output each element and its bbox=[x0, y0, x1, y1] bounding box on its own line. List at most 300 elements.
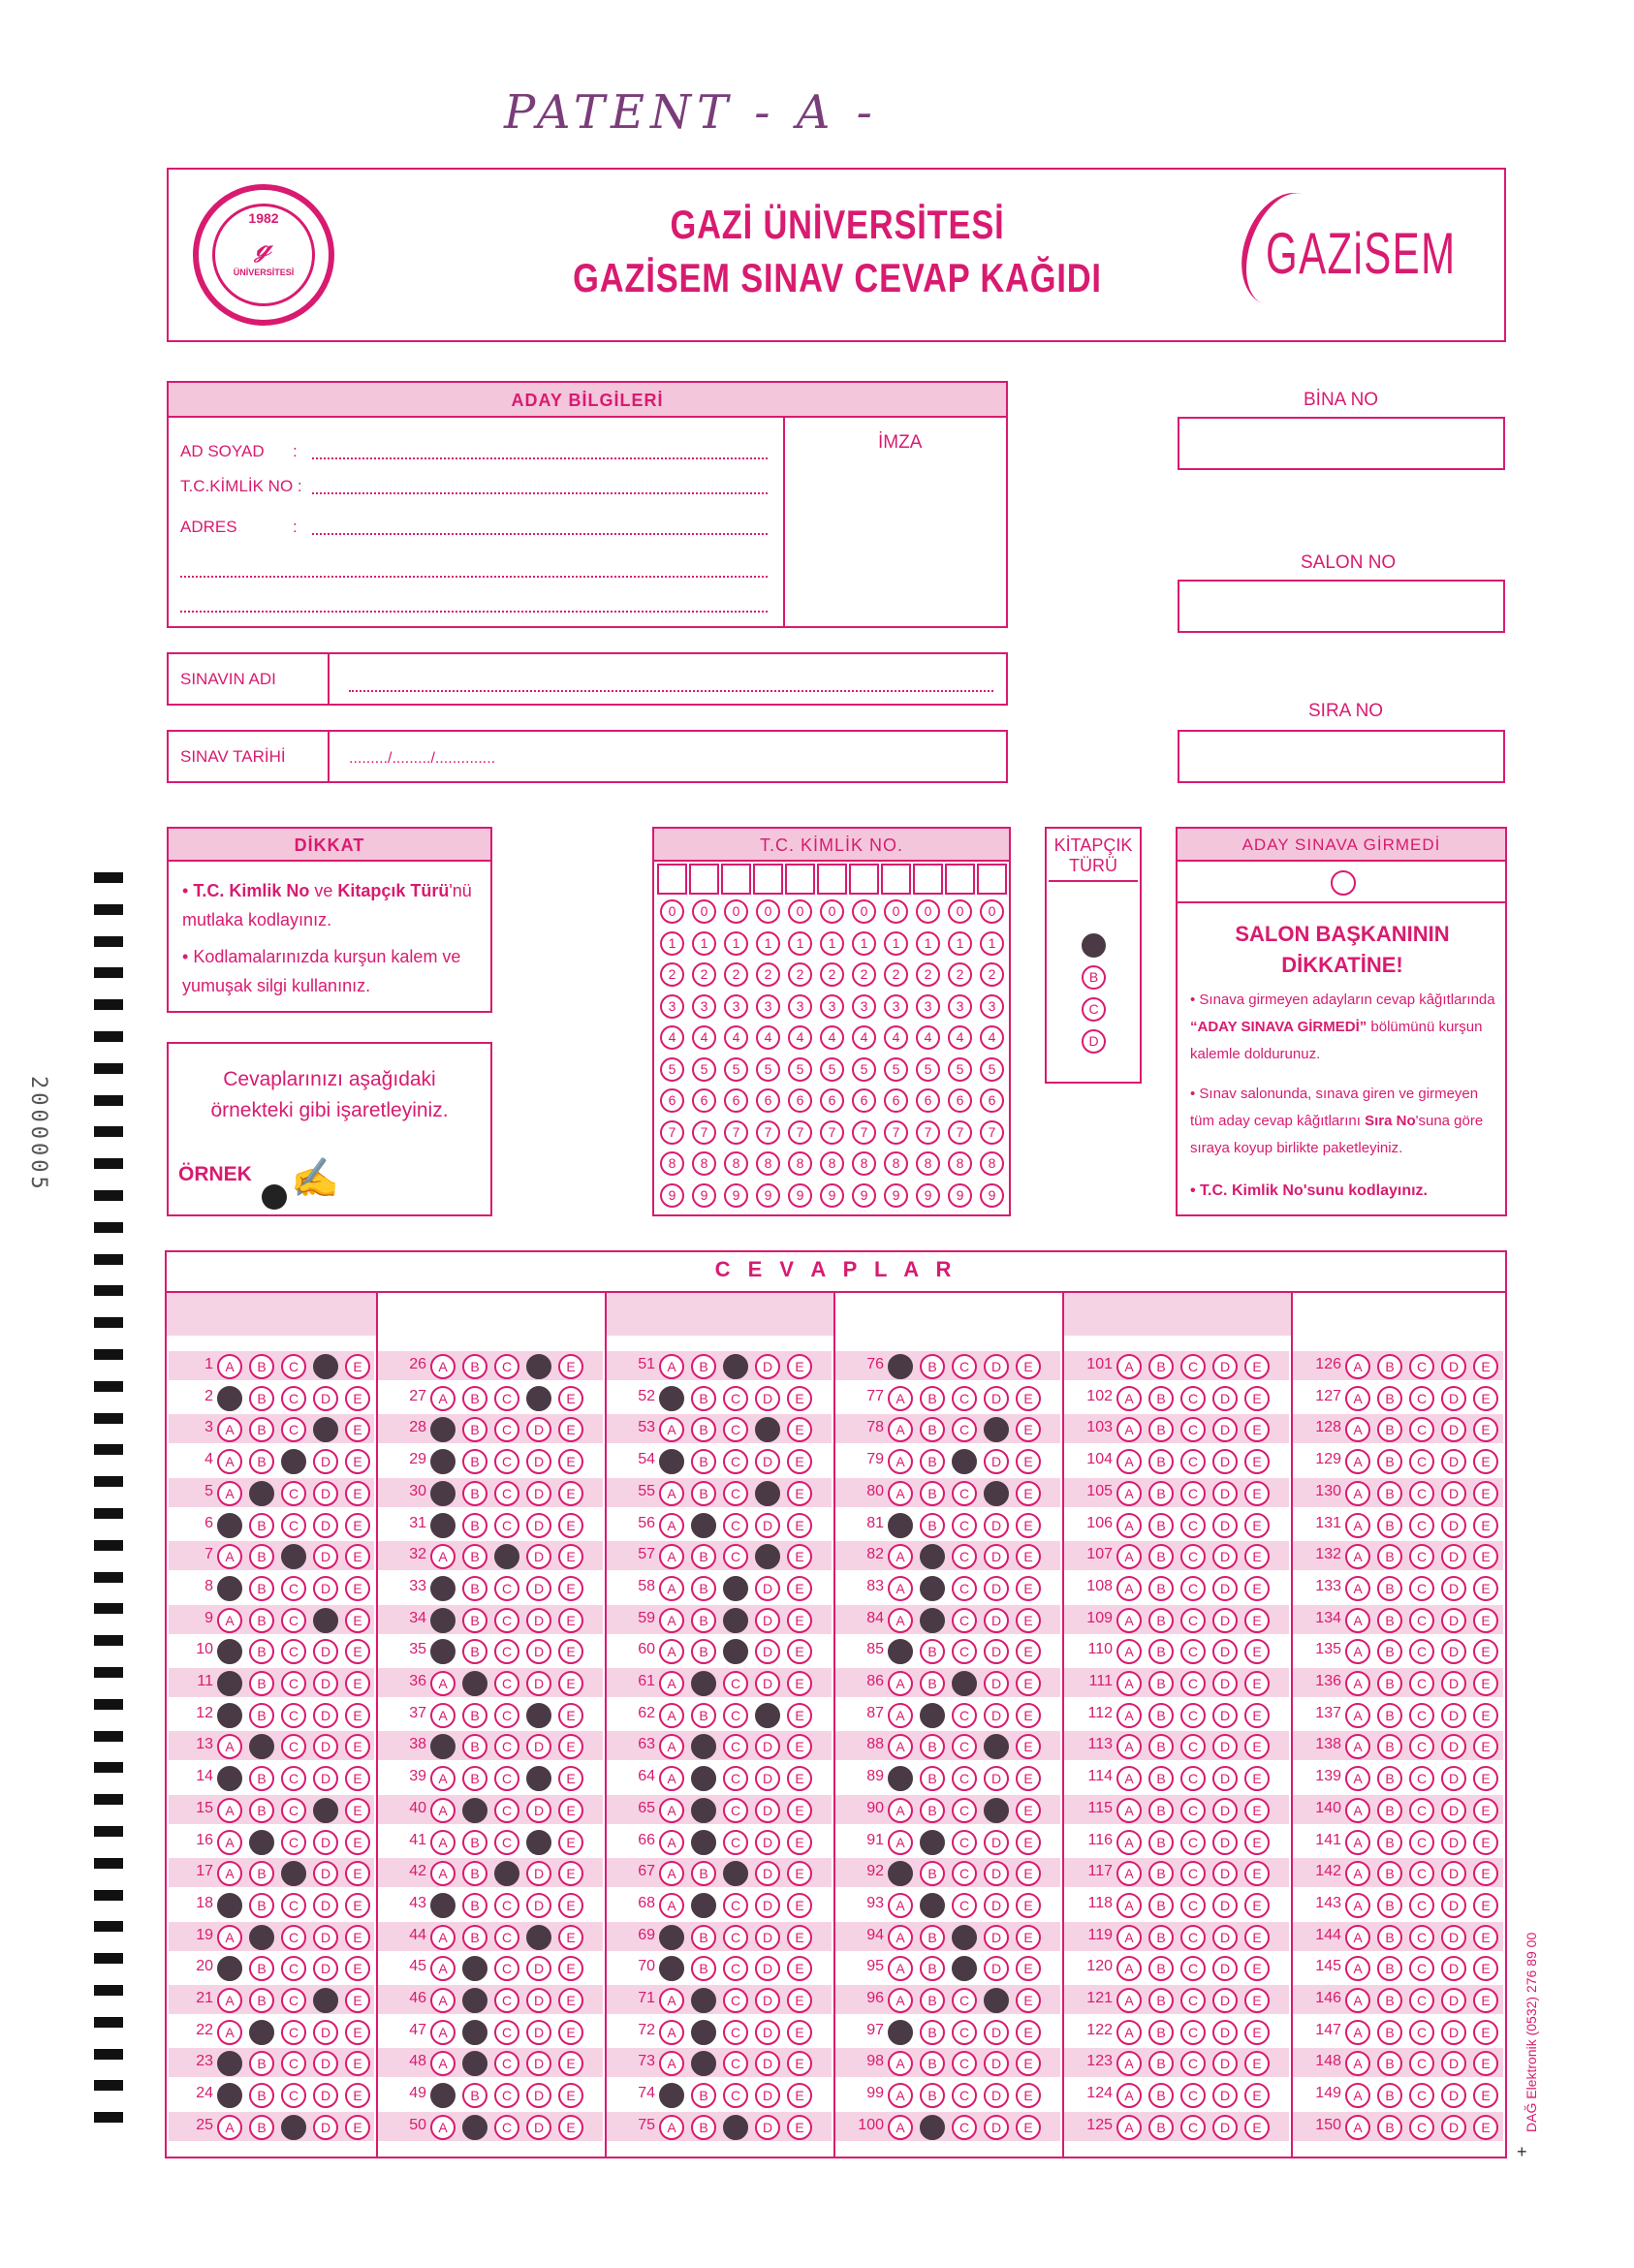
answer-bubble[interactable]: D bbox=[313, 1766, 338, 1791]
tc-bubble[interactable]: 2 bbox=[916, 962, 940, 987]
tc-bubble[interactable]: 6 bbox=[820, 1088, 844, 1113]
answer-bubble[interactable]: B bbox=[691, 1576, 716, 1601]
tc-bubble[interactable]: 9 bbox=[724, 1183, 748, 1208]
answer-bubble[interactable]: E bbox=[558, 1417, 583, 1442]
answer-bubble[interactable]: A bbox=[888, 1417, 913, 1442]
answer-bubble[interactable]: A bbox=[217, 1925, 242, 1950]
answer-bubble[interactable]: C bbox=[1180, 1671, 1206, 1696]
answer-bubble[interactable]: A bbox=[659, 1449, 684, 1474]
answer-bubble[interactable]: B bbox=[691, 1671, 716, 1696]
answer-bubble[interactable]: A bbox=[1345, 1734, 1370, 1759]
tc-bubble[interactable]: 3 bbox=[884, 994, 908, 1019]
answer-bubble[interactable]: D bbox=[1441, 1576, 1466, 1601]
answer-bubble[interactable]: E bbox=[1016, 1386, 1041, 1411]
answer-bubble[interactable]: B bbox=[691, 1354, 716, 1379]
tc-bubble[interactable]: 9 bbox=[788, 1183, 812, 1208]
answer-bubble[interactable]: C bbox=[494, 1925, 519, 1950]
answer-bubble[interactable]: A bbox=[888, 1544, 913, 1569]
answer-bubble[interactable]: D bbox=[1441, 1639, 1466, 1664]
adres-field-1[interactable] bbox=[312, 533, 768, 535]
answer-bubble[interactable]: A bbox=[1345, 1449, 1370, 1474]
answer-bubble[interactable]: A bbox=[430, 1893, 456, 1918]
answer-bubble[interactable]: D bbox=[1212, 1925, 1238, 1950]
tc-bubble[interactable]: 5 bbox=[980, 1057, 1004, 1082]
answer-bubble[interactable]: D bbox=[984, 1893, 1009, 1918]
answer-bubble[interactable]: E bbox=[345, 1703, 370, 1728]
tc-bubble[interactable]: 7 bbox=[916, 1120, 940, 1145]
answer-bubble[interactable]: C bbox=[1180, 1766, 1206, 1791]
answer-bubble[interactable]: D bbox=[984, 1956, 1009, 1981]
sinav-adi-field[interactable] bbox=[349, 690, 993, 692]
answer-bubble[interactable]: C bbox=[723, 1544, 748, 1569]
answer-bubble[interactable]: A bbox=[430, 1671, 456, 1696]
tc-bubble[interactable]: 8 bbox=[852, 1151, 876, 1176]
tc-bubble[interactable]: 6 bbox=[692, 1088, 716, 1113]
answer-bubble[interactable]: B bbox=[1377, 1481, 1402, 1506]
answer-bubble[interactable]: D bbox=[755, 1703, 780, 1728]
answer-bubble[interactable]: D bbox=[313, 1449, 338, 1474]
answer-bubble[interactable]: B bbox=[462, 1417, 487, 1442]
answer-bubble[interactable]: C bbox=[281, 1513, 306, 1538]
sira-field[interactable] bbox=[1178, 730, 1505, 783]
tc-bubble[interactable]: 7 bbox=[724, 1120, 748, 1145]
answer-bubble[interactable]: D bbox=[1441, 1798, 1466, 1823]
answer-bubble[interactable]: E bbox=[787, 2115, 812, 2140]
answer-bubble[interactable]: E bbox=[1016, 1988, 1041, 2013]
answer-bubble[interactable]: B bbox=[691, 1734, 716, 1759]
answer-bubble[interactable]: C bbox=[1180, 2083, 1206, 2108]
answer-bubble[interactable]: C bbox=[1409, 1354, 1434, 1379]
tc-bubble[interactable]: 1 bbox=[884, 931, 908, 956]
answer-bubble[interactable]: D bbox=[984, 1671, 1009, 1696]
answer-bubble[interactable]: C bbox=[494, 1544, 519, 1569]
answer-bubble[interactable]: B bbox=[1377, 1734, 1402, 1759]
answer-bubble[interactable]: E bbox=[345, 1354, 370, 1379]
answer-bubble[interactable]: C bbox=[723, 1766, 748, 1791]
answer-bubble[interactable]: B bbox=[249, 2051, 274, 2076]
tc-bubble[interactable]: 3 bbox=[820, 994, 844, 1019]
answer-bubble[interactable]: D bbox=[526, 1576, 551, 1601]
answer-bubble[interactable]: B bbox=[249, 1481, 274, 1506]
answer-bubble[interactable]: A bbox=[217, 2051, 242, 2076]
answer-bubble[interactable]: D bbox=[526, 1956, 551, 1981]
tc-bubble[interactable]: 5 bbox=[820, 1057, 844, 1082]
answer-bubble[interactable]: A bbox=[217, 1576, 242, 1601]
answer-bubble[interactable]: D bbox=[755, 1417, 780, 1442]
answer-bubble[interactable]: E bbox=[345, 1576, 370, 1601]
answer-bubble[interactable]: B bbox=[1377, 1766, 1402, 1791]
answer-bubble[interactable]: D bbox=[526, 1861, 551, 1886]
answer-bubble[interactable]: E bbox=[1244, 1893, 1270, 1918]
answer-bubble[interactable]: E bbox=[787, 1449, 812, 1474]
answer-bubble[interactable]: A bbox=[430, 1386, 456, 1411]
answer-bubble[interactable]: A bbox=[217, 1861, 242, 1886]
answer-bubble[interactable]: D bbox=[313, 1417, 338, 1442]
answer-bubble[interactable]: D bbox=[313, 1861, 338, 1886]
answer-bubble[interactable]: C bbox=[1180, 1988, 1206, 2013]
answer-bubble[interactable]: A bbox=[430, 1449, 456, 1474]
answer-bubble[interactable]: B bbox=[920, 1417, 945, 1442]
answer-bubble[interactable]: C bbox=[1409, 1386, 1434, 1411]
answer-bubble[interactable]: E bbox=[1016, 1513, 1041, 1538]
answer-bubble[interactable]: A bbox=[659, 1703, 684, 1728]
tc-bubble[interactable]: 8 bbox=[916, 1151, 940, 1176]
answer-bubble[interactable]: A bbox=[888, 1925, 913, 1950]
answer-bubble[interactable]: D bbox=[526, 1639, 551, 1664]
answer-bubble[interactable]: A bbox=[1116, 1576, 1142, 1601]
adres-field-2[interactable] bbox=[180, 576, 768, 578]
answer-bubble[interactable]: B bbox=[920, 2083, 945, 2108]
answer-bubble[interactable]: D bbox=[1441, 1988, 1466, 2013]
answer-bubble[interactable]: D bbox=[755, 1608, 780, 1633]
answer-bubble[interactable]: A bbox=[888, 2083, 913, 2108]
tc-bubble[interactable]: 1 bbox=[692, 931, 716, 956]
answer-bubble[interactable]: D bbox=[526, 1798, 551, 1823]
tc-bubble[interactable]: 3 bbox=[852, 994, 876, 1019]
answer-bubble[interactable]: C bbox=[1409, 2020, 1434, 2045]
tc-bubble[interactable]: 6 bbox=[724, 1088, 748, 1113]
answer-bubble[interactable]: B bbox=[1377, 1956, 1402, 1981]
answer-bubble[interactable]: D bbox=[526, 1354, 551, 1379]
answer-bubble[interactable]: A bbox=[430, 2083, 456, 2108]
answer-bubble[interactable]: A bbox=[888, 1798, 913, 1823]
answer-bubble[interactable]: D bbox=[526, 2020, 551, 2045]
tc-bubble[interactable]: 8 bbox=[756, 1151, 780, 1176]
answer-bubble[interactable]: A bbox=[888, 1671, 913, 1696]
answer-bubble[interactable]: A bbox=[659, 1544, 684, 1569]
answer-bubble[interactable]: E bbox=[558, 1893, 583, 1918]
answer-bubble[interactable]: C bbox=[1409, 2115, 1434, 2140]
answer-bubble[interactable]: C bbox=[1409, 1449, 1434, 1474]
answer-bubble[interactable]: D bbox=[755, 1956, 780, 1981]
answer-bubble[interactable]: B bbox=[462, 1766, 487, 1791]
answer-bubble[interactable]: D bbox=[984, 2083, 1009, 2108]
answer-bubble[interactable]: E bbox=[1473, 1449, 1498, 1474]
answer-bubble[interactable]: E bbox=[345, 1449, 370, 1474]
answer-bubble[interactable]: C bbox=[1409, 1703, 1434, 1728]
tc-bubble[interactable]: 3 bbox=[756, 994, 780, 1019]
tc-bubble[interactable]: 6 bbox=[660, 1088, 684, 1113]
answer-bubble[interactable]: B bbox=[1148, 1861, 1174, 1886]
answer-bubble[interactable]: E bbox=[787, 1734, 812, 1759]
answer-bubble[interactable]: A bbox=[888, 2115, 913, 2140]
answer-bubble[interactable]: D bbox=[755, 1798, 780, 1823]
answer-bubble[interactable]: E bbox=[1244, 1481, 1270, 1506]
answer-bubble[interactable]: B bbox=[1377, 1893, 1402, 1918]
answer-bubble[interactable]: E bbox=[1016, 2115, 1041, 2140]
answer-bubble[interactable]: E bbox=[345, 1386, 370, 1411]
answer-bubble[interactable]: D bbox=[313, 2051, 338, 2076]
answer-bubble[interactable]: A bbox=[217, 2115, 242, 2140]
answer-bubble[interactable]: D bbox=[984, 1417, 1009, 1442]
answer-bubble[interactable]: B bbox=[920, 1481, 945, 1506]
answer-bubble[interactable]: C bbox=[723, 1830, 748, 1855]
answer-bubble[interactable]: D bbox=[755, 2083, 780, 2108]
answer-bubble[interactable]: A bbox=[1345, 1766, 1370, 1791]
answer-bubble[interactable]: D bbox=[1441, 1956, 1466, 1981]
sinav-tarihi-field[interactable]: ........./........./.............. bbox=[349, 750, 496, 767]
tc-bubble[interactable]: 0 bbox=[820, 899, 844, 924]
tc-bubble[interactable]: 4 bbox=[980, 1025, 1004, 1050]
answer-bubble[interactable]: C bbox=[952, 1671, 977, 1696]
answer-bubble[interactable]: A bbox=[1116, 2020, 1142, 2045]
answer-bubble[interactable]: C bbox=[723, 1988, 748, 2013]
answer-bubble[interactable]: B bbox=[462, 1608, 487, 1633]
answer-bubble[interactable]: B bbox=[1377, 1925, 1402, 1950]
answer-bubble[interactable]: A bbox=[217, 1513, 242, 1538]
answer-bubble[interactable]: E bbox=[787, 1766, 812, 1791]
tc-bubble[interactable]: 0 bbox=[884, 899, 908, 924]
answer-bubble[interactable]: C bbox=[1409, 1417, 1434, 1442]
answer-bubble[interactable]: C bbox=[952, 1481, 977, 1506]
answer-bubble[interactable]: D bbox=[984, 1798, 1009, 1823]
answer-bubble[interactable]: E bbox=[1244, 1449, 1270, 1474]
answer-bubble[interactable]: A bbox=[430, 1576, 456, 1601]
answer-bubble[interactable]: B bbox=[249, 1671, 274, 1696]
tc-bubble[interactable]: 5 bbox=[660, 1057, 684, 1082]
answer-bubble[interactable]: C bbox=[723, 1798, 748, 1823]
tc-bubble[interactable]: 8 bbox=[948, 1151, 972, 1176]
answer-bubble[interactable]: E bbox=[345, 1893, 370, 1918]
answer-bubble[interactable]: E bbox=[1016, 1639, 1041, 1664]
answer-bubble[interactable]: A bbox=[1345, 1925, 1370, 1950]
tc-bubble[interactable]: 4 bbox=[916, 1025, 940, 1050]
answer-bubble[interactable]: E bbox=[1016, 1766, 1041, 1791]
answer-bubble[interactable]: E bbox=[1244, 1576, 1270, 1601]
answer-bubble[interactable]: A bbox=[430, 1703, 456, 1728]
answer-bubble[interactable]: B bbox=[1377, 2051, 1402, 2076]
answer-bubble[interactable]: B bbox=[920, 2115, 945, 2140]
tc-bubble[interactable]: 7 bbox=[756, 1120, 780, 1145]
answer-bubble[interactable]: B bbox=[920, 1449, 945, 1474]
answer-bubble[interactable]: D bbox=[984, 2020, 1009, 2045]
answer-bubble[interactable]: B bbox=[1148, 2051, 1174, 2076]
tc-bubble[interactable]: 5 bbox=[948, 1057, 972, 1082]
answer-bubble[interactable]: E bbox=[345, 2051, 370, 2076]
tc-bubble[interactable]: 0 bbox=[980, 899, 1004, 924]
answer-bubble[interactable]: B bbox=[1148, 1608, 1174, 1633]
answer-bubble[interactable]: B bbox=[462, 1544, 487, 1569]
answer-bubble[interactable]: D bbox=[526, 1513, 551, 1538]
tc-bubble[interactable]: 3 bbox=[692, 994, 716, 1019]
answer-bubble[interactable]: A bbox=[1116, 2083, 1142, 2108]
tc-digit-box[interactable] bbox=[753, 864, 783, 895]
tc-bubble[interactable]: 8 bbox=[884, 1151, 908, 1176]
answer-bubble[interactable]: C bbox=[1180, 1608, 1206, 1633]
answer-bubble[interactable]: A bbox=[430, 1354, 456, 1379]
answer-bubble[interactable]: C bbox=[952, 1639, 977, 1664]
answer-bubble[interactable]: E bbox=[1016, 2083, 1041, 2108]
tc-digit-box[interactable] bbox=[913, 864, 943, 895]
answer-bubble[interactable]: C bbox=[281, 1830, 306, 1855]
answer-bubble[interactable]: B bbox=[1148, 1481, 1174, 1506]
answer-bubble[interactable]: B bbox=[691, 1608, 716, 1633]
answer-bubble[interactable]: C bbox=[494, 1798, 519, 1823]
answer-bubble[interactable]: B bbox=[249, 1703, 274, 1728]
answer-bubble[interactable]: C bbox=[281, 1925, 306, 1950]
tc-bubble[interactable]: 5 bbox=[756, 1057, 780, 1082]
tc-bubble[interactable]: 2 bbox=[820, 962, 844, 987]
answer-bubble[interactable]: C bbox=[723, 1576, 748, 1601]
answer-bubble[interactable]: B bbox=[920, 1386, 945, 1411]
answer-bubble[interactable]: C bbox=[952, 1925, 977, 1950]
answer-bubble[interactable]: A bbox=[888, 1449, 913, 1474]
answer-bubble[interactable]: E bbox=[345, 1734, 370, 1759]
answer-bubble[interactable]: A bbox=[888, 1481, 913, 1506]
answer-bubble[interactable]: C bbox=[281, 1608, 306, 1633]
answer-bubble[interactable]: E bbox=[1016, 1417, 1041, 1442]
answer-bubble[interactable]: E bbox=[1244, 2020, 1270, 2045]
answer-bubble[interactable]: C bbox=[494, 1417, 519, 1442]
answer-bubble[interactable]: D bbox=[755, 1481, 780, 1506]
answer-bubble[interactable]: C bbox=[952, 1513, 977, 1538]
answer-bubble[interactable]: D bbox=[1212, 1830, 1238, 1855]
tc-bubble[interactable]: 9 bbox=[884, 1183, 908, 1208]
answer-bubble[interactable]: D bbox=[1441, 1925, 1466, 1950]
answer-bubble[interactable]: B bbox=[920, 1925, 945, 1950]
answer-bubble[interactable]: A bbox=[217, 1703, 242, 1728]
answer-bubble[interactable]: A bbox=[430, 2115, 456, 2140]
answer-bubble[interactable]: C bbox=[723, 1956, 748, 1981]
answer-bubble[interactable]: D bbox=[313, 1956, 338, 1981]
answer-bubble[interactable]: B bbox=[1377, 1354, 1402, 1379]
answer-bubble[interactable]: E bbox=[345, 2115, 370, 2140]
answer-bubble[interactable]: C bbox=[494, 1893, 519, 1918]
answer-bubble[interactable]: A bbox=[1116, 1354, 1142, 1379]
answer-bubble[interactable]: B bbox=[691, 1544, 716, 1569]
answer-bubble[interactable]: A bbox=[1345, 1830, 1370, 1855]
answer-bubble[interactable]: D bbox=[1212, 1956, 1238, 1981]
answer-bubble[interactable]: A bbox=[217, 1417, 242, 1442]
answer-bubble[interactable]: A bbox=[217, 1608, 242, 1633]
answer-bubble[interactable]: C bbox=[1180, 1386, 1206, 1411]
answer-bubble[interactable]: D bbox=[1212, 2115, 1238, 2140]
answer-bubble[interactable]: D bbox=[984, 1734, 1009, 1759]
answer-bubble[interactable]: D bbox=[984, 1861, 1009, 1886]
answer-bubble[interactable]: E bbox=[558, 1988, 583, 2013]
tc-bubble[interactable]: 9 bbox=[692, 1183, 716, 1208]
answer-bubble[interactable]: B bbox=[462, 1861, 487, 1886]
answer-bubble[interactable]: A bbox=[1116, 1417, 1142, 1442]
salon-field[interactable] bbox=[1178, 580, 1505, 633]
answer-bubble[interactable]: A bbox=[1116, 2051, 1142, 2076]
answer-bubble[interactable]: B bbox=[462, 1988, 487, 2013]
answer-bubble[interactable]: A bbox=[430, 2020, 456, 2045]
answer-bubble[interactable]: A bbox=[888, 1830, 913, 1855]
tc-bubble[interactable]: 9 bbox=[660, 1183, 684, 1208]
answer-bubble[interactable]: E bbox=[1244, 1798, 1270, 1823]
answer-bubble[interactable]: E bbox=[1473, 1481, 1498, 1506]
answer-bubble[interactable]: E bbox=[1244, 1417, 1270, 1442]
answer-bubble[interactable]: C bbox=[281, 1703, 306, 1728]
answer-bubble[interactable]: E bbox=[1244, 1354, 1270, 1379]
answer-bubble[interactable]: C bbox=[1180, 2051, 1206, 2076]
answer-bubble[interactable]: B bbox=[462, 1798, 487, 1823]
answer-bubble[interactable]: D bbox=[526, 1671, 551, 1696]
tc-bubble[interactable]: 0 bbox=[852, 899, 876, 924]
tc-bubble[interactable]: 2 bbox=[692, 962, 716, 987]
answer-bubble[interactable]: E bbox=[1016, 1481, 1041, 1506]
answer-bubble[interactable]: B bbox=[1148, 1417, 1174, 1442]
answer-bubble[interactable]: D bbox=[755, 2051, 780, 2076]
kitapcik-bubble-c[interactable]: C bbox=[1082, 997, 1106, 1022]
answer-bubble[interactable]: C bbox=[494, 1830, 519, 1855]
answer-bubble[interactable]: A bbox=[888, 1608, 913, 1633]
answer-bubble[interactable]: D bbox=[526, 1830, 551, 1855]
answer-bubble[interactable]: E bbox=[1016, 1861, 1041, 1886]
answer-bubble[interactable]: B bbox=[920, 1956, 945, 1981]
answer-bubble[interactable]: D bbox=[1441, 1703, 1466, 1728]
answer-bubble[interactable]: D bbox=[1441, 1386, 1466, 1411]
answer-bubble[interactable]: D bbox=[313, 2115, 338, 2140]
answer-bubble[interactable]: B bbox=[691, 1798, 716, 1823]
answer-bubble[interactable]: A bbox=[1345, 1798, 1370, 1823]
answer-bubble[interactable]: C bbox=[723, 1893, 748, 1918]
answer-bubble[interactable]: E bbox=[1244, 1861, 1270, 1886]
answer-bubble[interactable]: B bbox=[1148, 1576, 1174, 1601]
answer-bubble[interactable]: A bbox=[1116, 1386, 1142, 1411]
answer-bubble[interactable]: B bbox=[249, 1417, 274, 1442]
answer-bubble[interactable]: A bbox=[430, 1956, 456, 1981]
answer-bubble[interactable]: E bbox=[1473, 2115, 1498, 2140]
answer-bubble[interactable]: D bbox=[1441, 1513, 1466, 1538]
answer-bubble[interactable]: A bbox=[1116, 1893, 1142, 1918]
answer-bubble[interactable]: E bbox=[1016, 1671, 1041, 1696]
answer-bubble[interactable]: B bbox=[920, 2020, 945, 2045]
answer-bubble[interactable]: A bbox=[1116, 1608, 1142, 1633]
answer-bubble[interactable]: B bbox=[249, 2083, 274, 2108]
answer-bubble[interactable]: E bbox=[787, 2083, 812, 2108]
answer-bubble[interactable]: D bbox=[313, 1544, 338, 1569]
tc-bubble[interactable]: 0 bbox=[948, 899, 972, 924]
answer-bubble[interactable]: D bbox=[526, 1386, 551, 1411]
answer-bubble[interactable]: E bbox=[558, 1386, 583, 1411]
answer-bubble[interactable]: B bbox=[920, 1671, 945, 1696]
answer-bubble[interactable]: E bbox=[1244, 1386, 1270, 1411]
tc-bubble[interactable]: 4 bbox=[788, 1025, 812, 1050]
answer-bubble[interactable]: D bbox=[1212, 1798, 1238, 1823]
answer-bubble[interactable]: E bbox=[345, 1481, 370, 1506]
answer-bubble[interactable]: A bbox=[217, 1544, 242, 1569]
answer-bubble[interactable]: B bbox=[249, 1449, 274, 1474]
answer-bubble[interactable]: C bbox=[1409, 1576, 1434, 1601]
answer-bubble[interactable]: B bbox=[249, 1576, 274, 1601]
answer-bubble[interactable]: C bbox=[952, 1354, 977, 1379]
tc-bubble[interactable]: 6 bbox=[948, 1088, 972, 1113]
tc-bubble[interactable]: 5 bbox=[724, 1057, 748, 1082]
answer-bubble[interactable]: D bbox=[984, 1703, 1009, 1728]
answer-bubble[interactable]: E bbox=[558, 1354, 583, 1379]
answer-bubble[interactable]: A bbox=[659, 1639, 684, 1664]
ad-soyad-field[interactable] bbox=[312, 457, 768, 459]
answer-bubble[interactable]: B bbox=[1377, 1513, 1402, 1538]
tc-bubble[interactable]: 7 bbox=[692, 1120, 716, 1145]
answer-bubble[interactable]: D bbox=[984, 1481, 1009, 1506]
answer-bubble[interactable]: B bbox=[691, 1703, 716, 1728]
answer-bubble[interactable]: E bbox=[1473, 1861, 1498, 1886]
answer-bubble[interactable]: B bbox=[691, 1956, 716, 1981]
answer-bubble[interactable]: E bbox=[558, 2115, 583, 2140]
answer-bubble[interactable]: E bbox=[787, 1893, 812, 1918]
answer-bubble[interactable]: C bbox=[281, 2115, 306, 2140]
answer-bubble[interactable]: A bbox=[888, 1956, 913, 1981]
answer-bubble[interactable]: A bbox=[659, 2083, 684, 2108]
answer-bubble[interactable]: B bbox=[1148, 1988, 1174, 2013]
answer-bubble[interactable]: A bbox=[1116, 1671, 1142, 1696]
answer-bubble[interactable]: A bbox=[888, 1893, 913, 1918]
answer-bubble[interactable]: E bbox=[1473, 1576, 1498, 1601]
answer-bubble[interactable]: C bbox=[494, 1481, 519, 1506]
